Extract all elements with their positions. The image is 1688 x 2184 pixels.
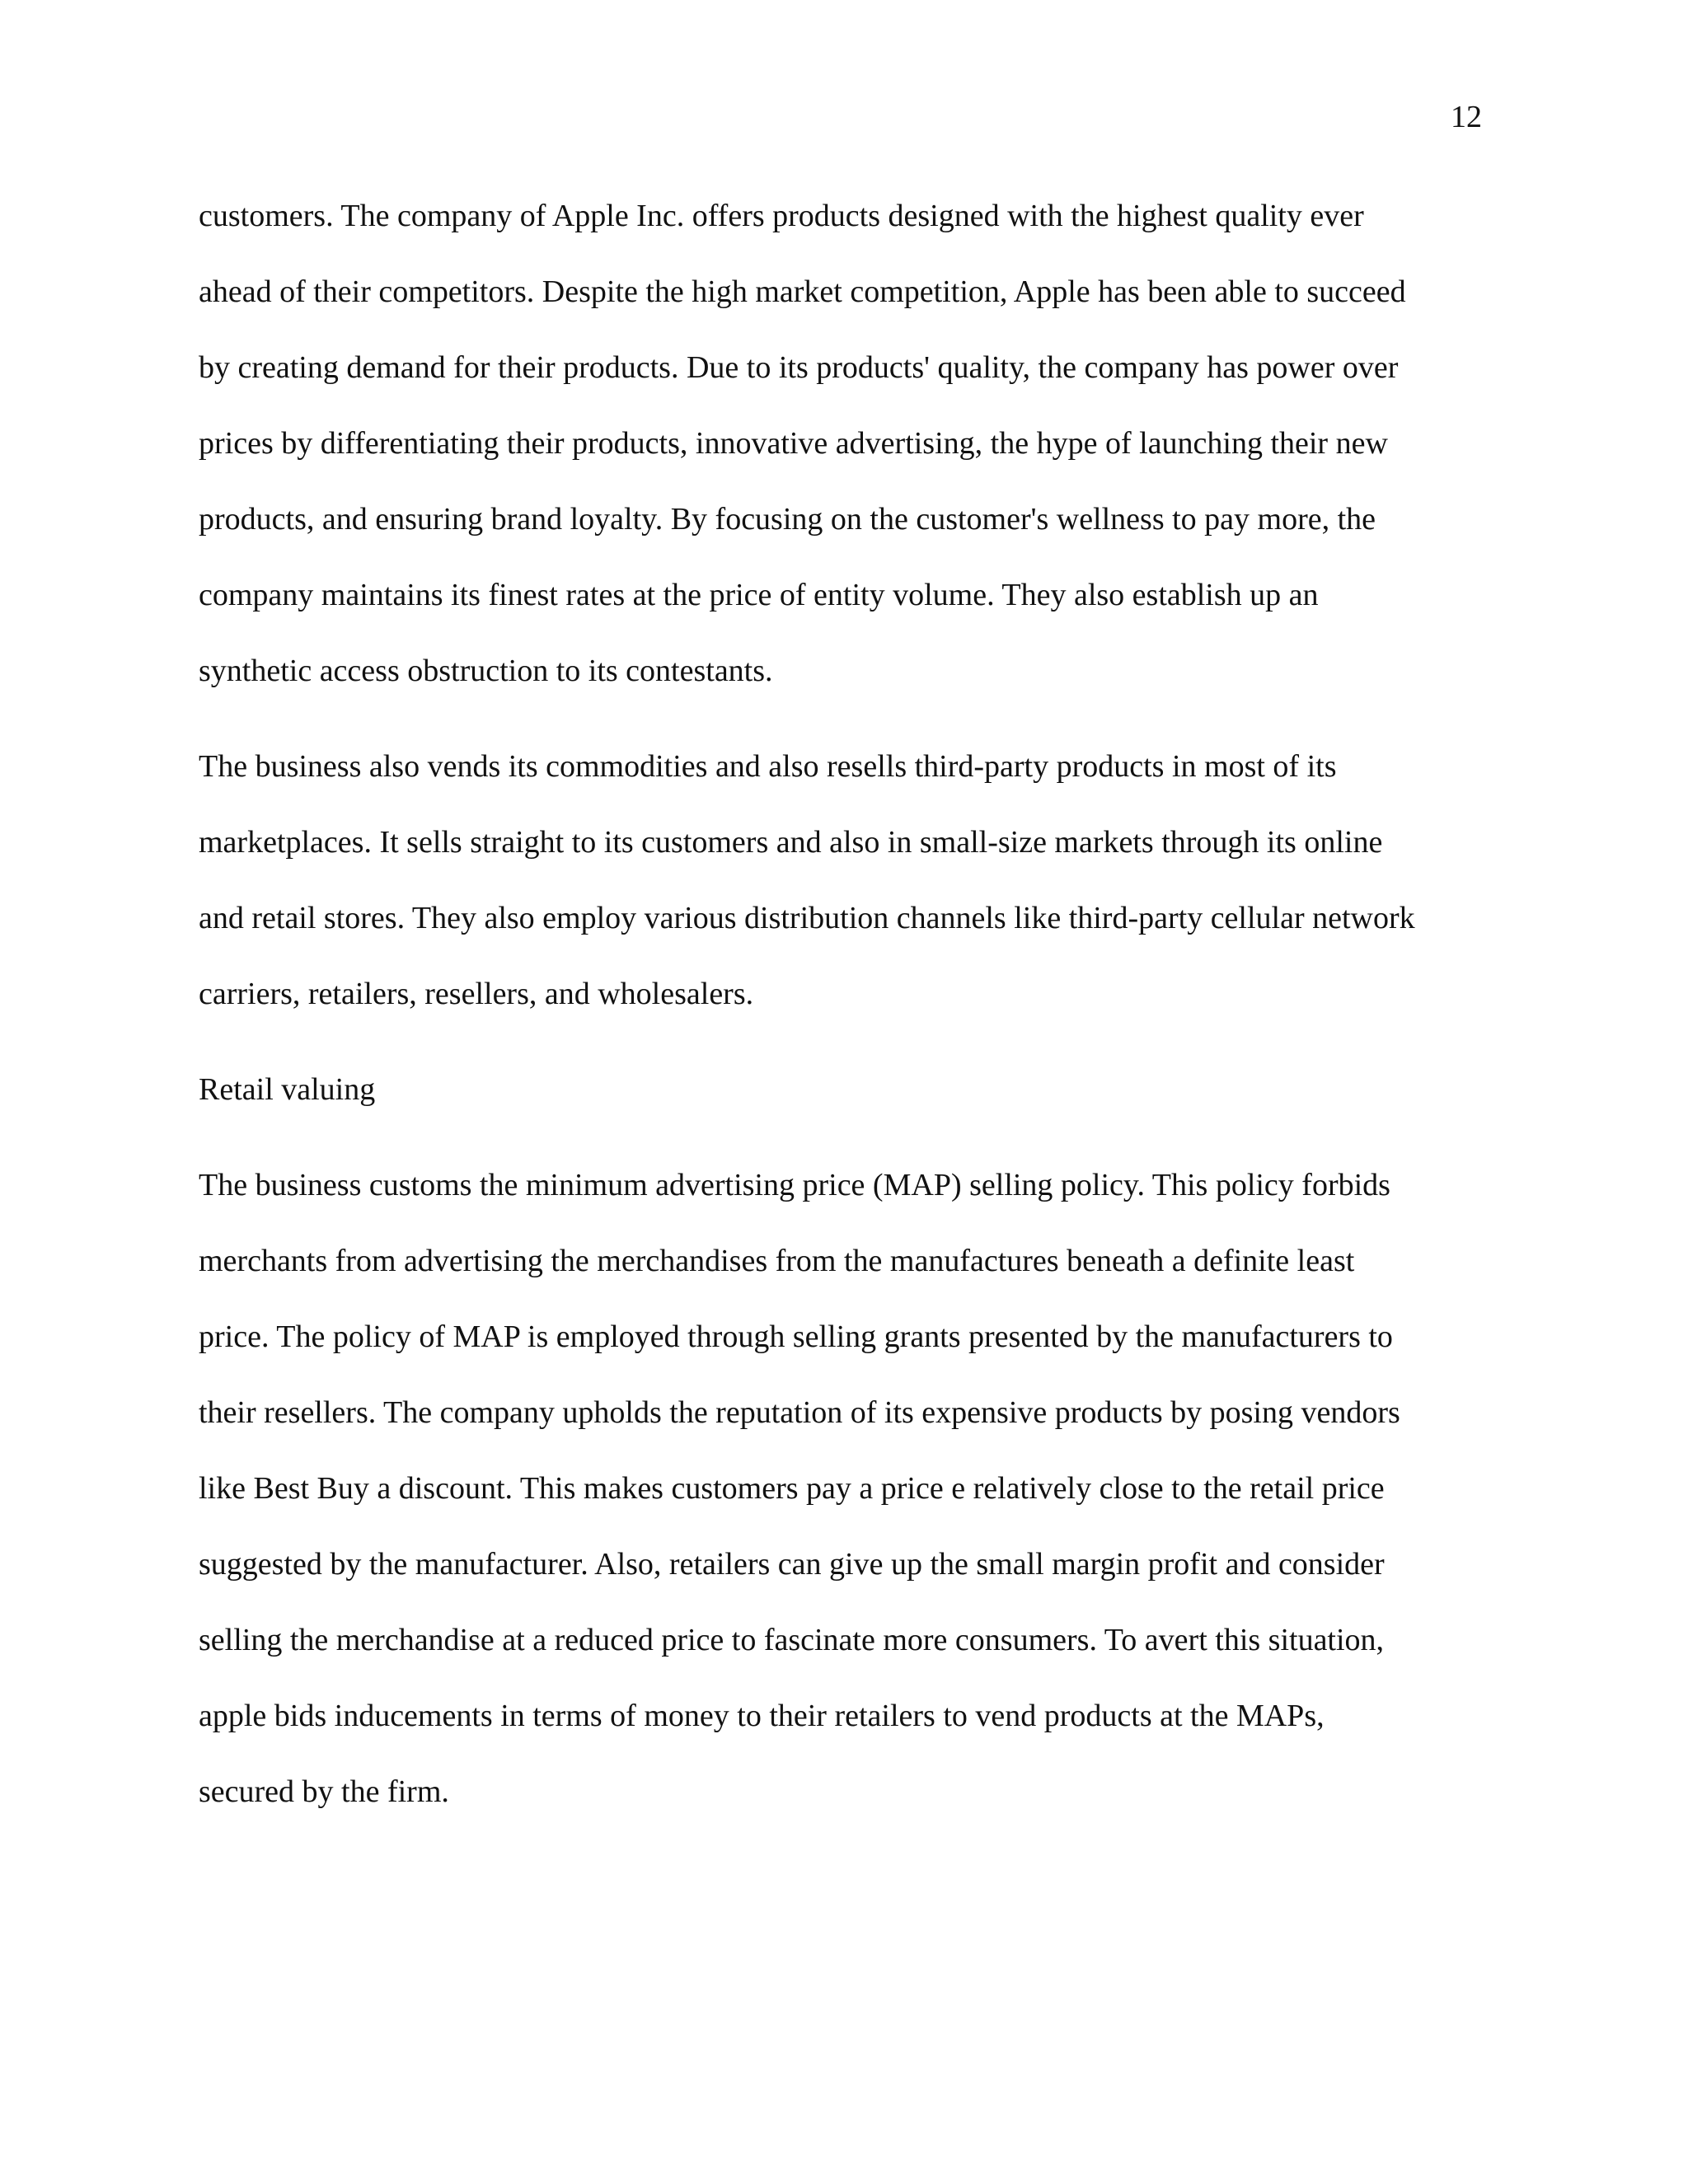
text-line: suggested by the manufacturer. Also, retailers can give up the small margin profit and consider [199,1547,1385,1582]
text-line: customers. The company of Apple Inc. offers products designed with the highest quality ever [199,199,1364,233]
text-line: prices by differentiating their products, innovative advertising, the hype of launching their new [199,426,1388,461]
text-line: products, and ensuring brand loyalty. By focusing on the customer's wellness to pay more, the [199,502,1376,537]
text-line: price. The policy of MAP is employed through selling grants presented by the manufacturers to [199,1319,1393,1354]
text-line: The business also vends its commodities and also resells third-party products in most of its [199,749,1337,784]
text-line: marketplaces. It sells straight to its customers and also in small-size markets through its online [199,825,1383,860]
text-line: by creating demand for their products. Due to its products' quality, the company has power over [199,350,1399,385]
text-line: secured by the firm. [199,1774,449,1809]
text-line: selling the merchandise at a reduced price to fascinate more consumers. To avert this situation, [199,1623,1385,1657]
text-line: apple bids inducements in terms of money to their retailers to vend products at the MAPs, [199,1699,1325,1733]
text-line: like Best Buy a discount. This makes customers pay a price e relatively close to the retail price [199,1471,1385,1506]
text-line: and retail stores. They also employ various distribution channels like third-party cellular network [199,901,1415,935]
text-line: carriers, retailers, resellers, and wholesalers. [199,977,754,1011]
text-line: ahead of their competitors. Despite the high market competition, Apple has been able to succeed [199,274,1406,309]
text-line: their resellers. The company upholds the reputation of its expensive products by posing vendors [199,1395,1400,1430]
text-line: The business customs the minimum advertising price (MAP) selling policy. This policy forbids [199,1168,1390,1202]
section-heading: Retail valuing [199,1072,376,1107]
page-number: 12 [1451,100,1482,134]
text-line: company maintains its finest rates at the price of entity volume. They also establish up an [199,578,1319,612]
text-line: merchants from advertising the merchandises from the manufactures beneath a definite least [199,1244,1355,1278]
text-line: synthetic access obstruction to its contestants. [199,654,773,688]
